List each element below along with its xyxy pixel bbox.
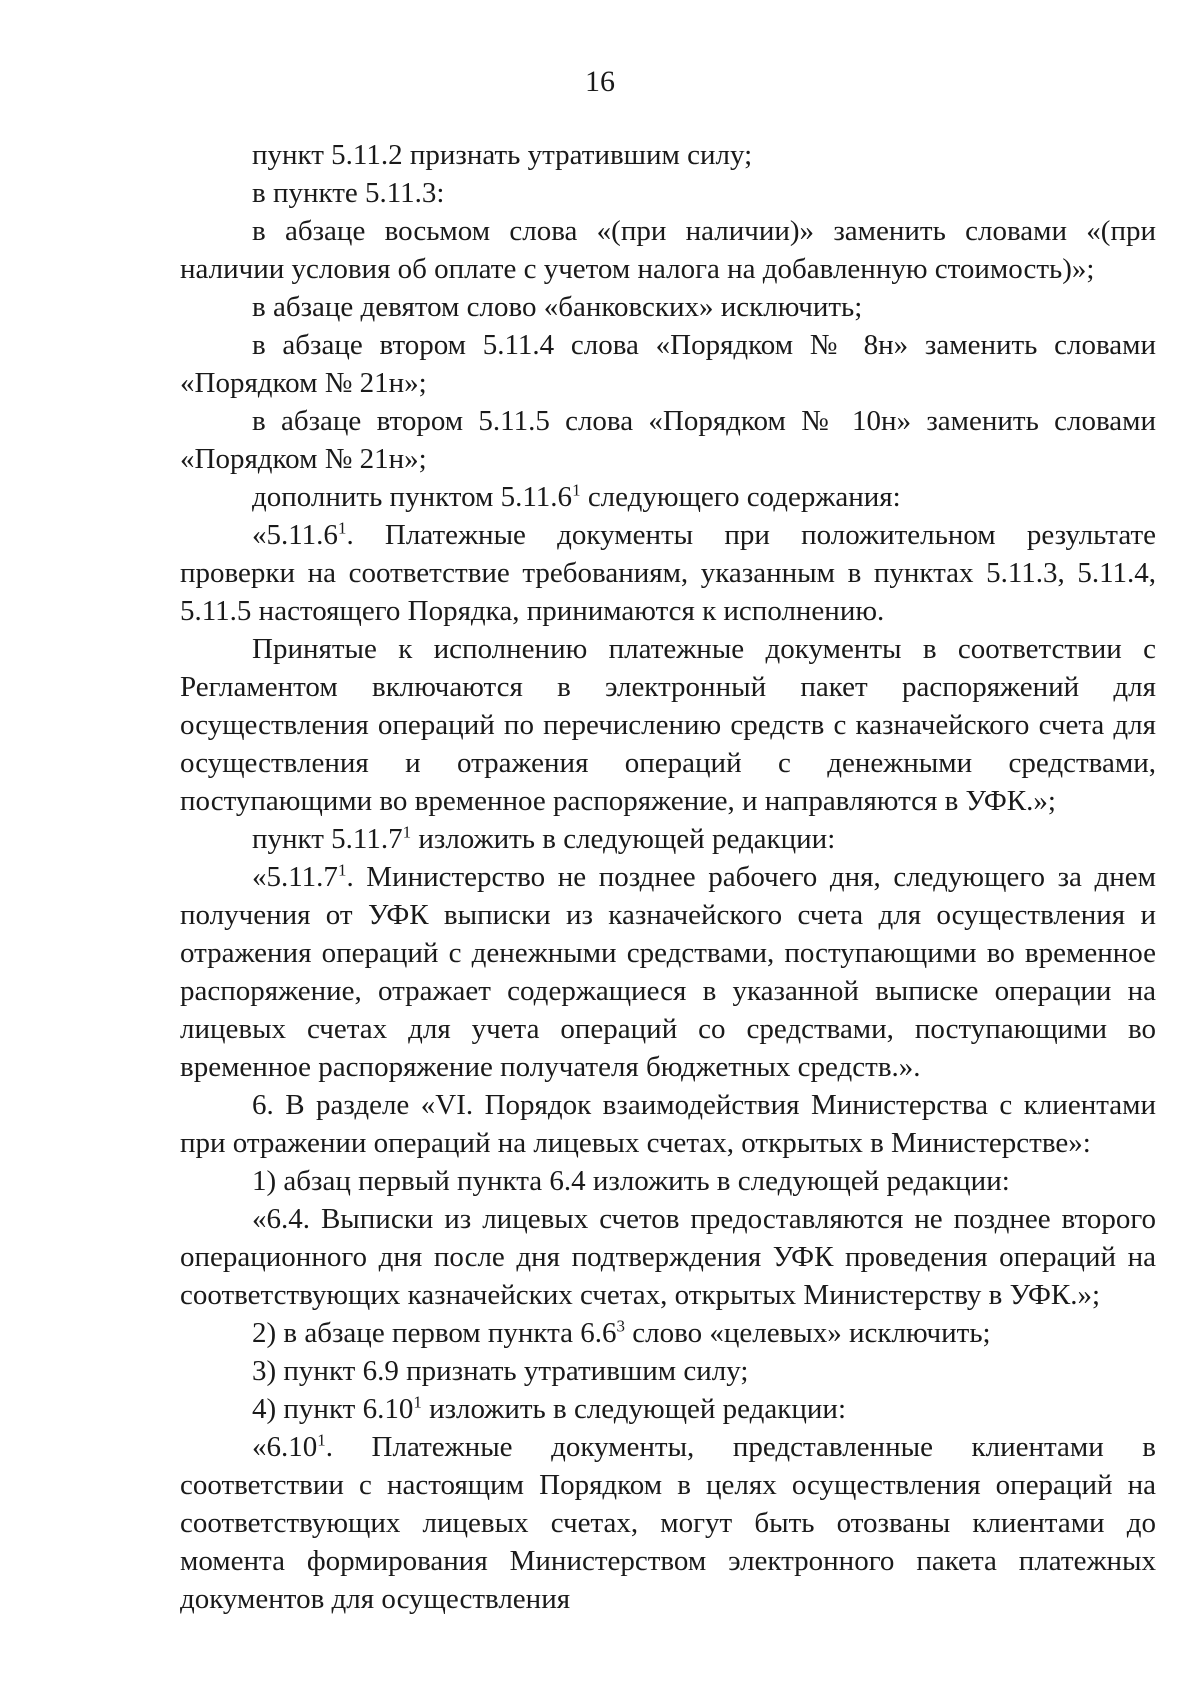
paragraph-text: 2) в абзаце первом пункта 6.6 <box>252 1317 617 1349</box>
paragraph: пункт 5.11.2 признать утратившим силу; <box>252 139 753 171</box>
paragraph-text: . Платежные документы при положительном результате проверки на соответствие требованиям, указанным в пунктах 5.11.3, 5.11.4, 5.11.5 настоящего Порядка, принимаются к исполнению. <box>180 519 1156 627</box>
paragraph <box>180 858 1156 1086</box>
page-number: 16 <box>585 65 615 98</box>
paragraph: 6. В разделе «VI. Порядок взаимодействия Министерства с клиентами при отражении операций на лицевых счетах, открытых в Министерстве»: <box>180 1089 1156 1159</box>
document-body <box>180 136 1156 1618</box>
paragraph <box>180 478 1156 516</box>
paragraph-text: «5.11.6 <box>252 519 338 551</box>
superscript: 1 <box>402 822 412 842</box>
paragraph: Принятые к исполнению платежные документы в соответствии с Регламентом включаются в электронный пакет распоряжений для осуществления операций по перечислению средств с казначейского счета для осуществления и отражения операций с денежными средствами, поступающими во временное распоряжение, и направляются в УФК.»; <box>180 633 1156 817</box>
paragraph-text: . Министерство не позднее рабочего дня, следующего за днем получения от УФК выписки из казначейского счета для осуществления и отражения операций с денежными средствами, поступающими во временное распоряжение, отражает содержащиеся в указанной выписке операции на лицевых счетах для учета операций со средствами, поступающими во временное распоряжение получателя бюджетных средств.». <box>180 861 1156 1083</box>
paragraph-text: «5.11.7 <box>252 861 338 893</box>
paragraph <box>180 1314 1156 1352</box>
paragraph: в абзаце девятом слово «банковских» исключить; <box>252 291 863 323</box>
paragraph: в абзаце втором 5.11.4 слова «Порядком № 8н» заменить словами «Порядком № 21н»; <box>180 329 1156 399</box>
superscript: 1 <box>337 860 347 880</box>
superscript: 1 <box>572 480 581 500</box>
paragraph-text: изложить в следующей редакции: <box>421 1393 846 1425</box>
paragraph: в пункте 5.11.3: <box>252 177 445 209</box>
paragraph-text: . Платежные документы, представленные клиентами в соответствии с настоящим Порядком в целях осуществления операций на соответствующих лицевых счетах, могут быть отозваны клиентами до момента формирования Министерством электронного пакета платежных документов для осуществления <box>180 1431 1156 1615</box>
paragraph <box>180 1428 1156 1618</box>
paragraph: 1) абзац первый пункта 6.4 изложить в следующей редакции: <box>252 1165 1010 1197</box>
superscript: 1 <box>337 518 347 538</box>
paragraph <box>180 1390 1156 1428</box>
paragraph: 3) пункт 6.9 признать утратившим силу; <box>252 1355 749 1387</box>
paragraph-text: слово «целевых» исключить; <box>625 1317 991 1349</box>
superscript: 1 <box>317 1430 326 1450</box>
paragraph-text: изложить в следующей редакции: <box>411 823 836 855</box>
paragraph-text: «6.10 <box>252 1431 318 1463</box>
superscript: 3 <box>616 1316 626 1336</box>
paragraph-text: пункт 5.11.7 <box>252 823 403 855</box>
paragraph: в абзаце втором 5.11.5 слова «Порядком № 10н» заменить словами «Порядком № 21н»; <box>180 405 1156 475</box>
paragraph-text: следующего содержания: <box>580 481 901 513</box>
paragraph-text: 4) пункт 6.10 <box>252 1393 414 1425</box>
paragraph <box>180 516 1156 630</box>
paragraph: «6.4. Выписки из лицевых счетов предоставляются не позднее второго операционного дня после дня подтверждения УФК проведения операций на соответствующих казначейских счетах, открытых Министерству в УФК.»; <box>180 1203 1156 1311</box>
superscript: 1 <box>413 1392 422 1412</box>
paragraph-text: дополнить пунктом 5.11.6 <box>252 481 573 513</box>
paragraph: в абзаце восьмом слова «(при наличии)» заменить словами «(при наличии условия об оплате с учетом налога на добавленную стоимость)»; <box>180 215 1156 285</box>
paragraph <box>180 820 1156 858</box>
